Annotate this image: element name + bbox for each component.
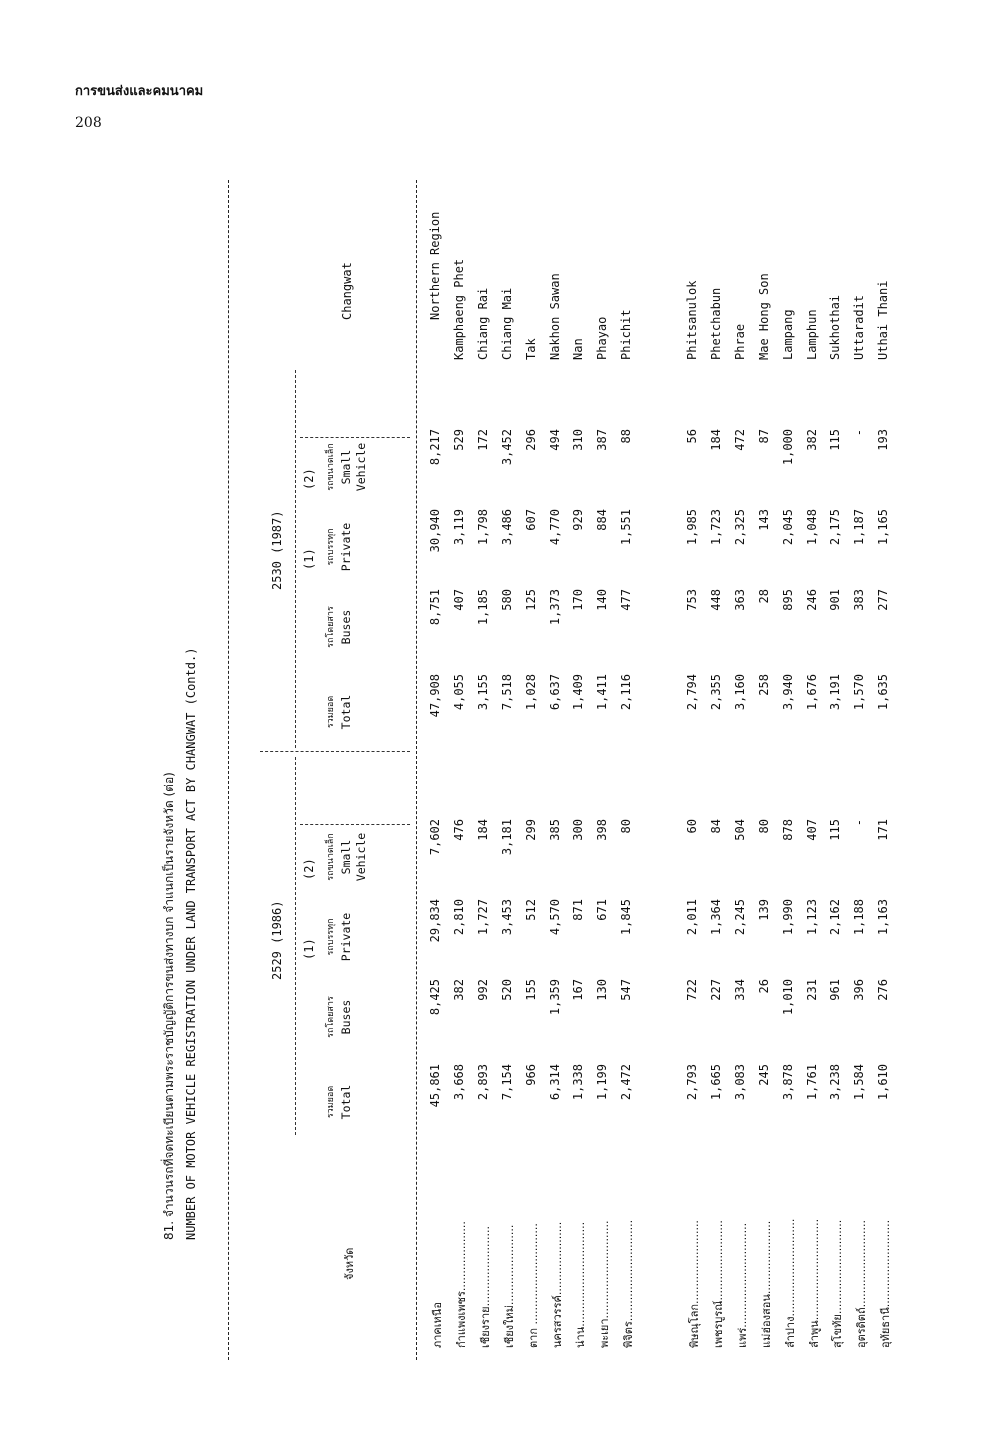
cell-value: 246: [804, 589, 819, 611]
cell-value: 84: [708, 819, 723, 834]
cell-value: 477: [619, 589, 634, 611]
changwat-thai: อุทัยธานี.........................: [879, 1219, 893, 1348]
cell-value: 1,185: [475, 589, 490, 626]
cell-value: 2,794: [685, 674, 699, 711]
col-buses-1986: [324, 979, 354, 1055]
cell-value: 2,793: [685, 1064, 699, 1101]
cell-value: 2,810: [451, 899, 466, 936]
cell-value: 184: [708, 429, 723, 451]
cell-value: 884: [595, 509, 610, 531]
cell-value: 4,055: [451, 674, 466, 711]
col-private-thai: รถบรรทุก: [326, 528, 336, 566]
cell-value: 753: [685, 589, 699, 611]
cell-value: 1,676: [804, 674, 819, 711]
col-buses-thai: รถโดยสาร: [326, 996, 336, 1038]
changwat-en: Phitsanulok: [685, 280, 699, 360]
cell-value: 448: [708, 589, 723, 611]
col-total-thai: รวมยอด: [326, 1085, 336, 1119]
cell-value: 1,373: [547, 589, 562, 626]
note-1-1987: (1): [302, 548, 316, 570]
cell-value: 115: [828, 429, 843, 451]
cell-value: 387: [595, 429, 610, 451]
cell-value: 3,191: [828, 674, 843, 711]
changwat-thai: เพชรบูรณ์.......................: [711, 1220, 725, 1348]
vline-years: [260, 751, 410, 752]
changwat-thai: นครสวรรค์.....................: [550, 1221, 564, 1348]
cell-value: 929: [571, 509, 586, 531]
cell-value: 1,798: [475, 509, 490, 546]
cell-value: 607: [523, 509, 538, 531]
cell-value: 1,411: [595, 674, 610, 711]
changwat-en: Nakhon Sawan: [547, 273, 562, 360]
cell-value: 966: [523, 1064, 538, 1086]
cell-value: 172: [475, 429, 490, 451]
col-private-1986: [324, 899, 354, 975]
cell-value: -: [852, 429, 867, 437]
cell-value: 878: [780, 819, 795, 841]
cell-value: 4,770: [547, 509, 562, 546]
cell-value: 3,878: [780, 1064, 795, 1101]
cell-value: 2,175: [828, 509, 843, 546]
cell-value: 1,188: [852, 899, 867, 936]
rule-header-bottom: [416, 180, 417, 1360]
col-changwat-en: Changwat: [340, 262, 354, 320]
col-private-en: Private: [339, 522, 353, 572]
cell-value: 1,165: [876, 509, 891, 546]
cell-value: 1,048: [804, 509, 819, 546]
cell-value: 26: [756, 979, 771, 994]
cell-value: 2,011: [685, 899, 699, 936]
changwat-en: Uttaradit: [852, 294, 867, 360]
cell-value: 383: [852, 589, 867, 611]
cell-value: 29,834: [428, 899, 442, 943]
cell-value: 396: [852, 979, 867, 1001]
cell-value: 299: [523, 819, 538, 841]
cell-value: 125: [523, 589, 538, 611]
cell-value: 2,472: [619, 1064, 634, 1101]
cell-value: 3,119: [451, 509, 466, 546]
col-small-en: Small: [339, 839, 353, 875]
cell-value: 80: [619, 819, 634, 834]
cell-value: 7,518: [499, 674, 514, 711]
cell-value: 7,154: [499, 1064, 514, 1101]
cell-value: 407: [451, 589, 466, 611]
cell-value: 3,452: [499, 429, 514, 466]
cell-value: 115: [828, 819, 843, 841]
changwat-en: Phayao: [595, 316, 610, 360]
cell-value: 3,083: [732, 1064, 747, 1101]
col-total-1987: [324, 674, 354, 750]
changwat-thai: แม่ฮ่องสอน.....................: [759, 1220, 773, 1348]
changwat-thai: เชียงราย.......................: [478, 1226, 492, 1348]
cell-value: 512: [523, 899, 538, 921]
changwat-thai: พะเยา............................: [598, 1220, 612, 1348]
cell-value: 385: [547, 819, 562, 841]
changwat-thai: พิจิตร.............................: [622, 1219, 636, 1348]
col-small-en2: Vehicle: [354, 442, 368, 492]
cell-value: 1,584: [852, 1064, 867, 1101]
cell-value: 1,845: [619, 899, 634, 936]
cell-value: 363: [732, 589, 747, 611]
cell-value: 901: [828, 589, 843, 611]
col-private-1987: [324, 509, 354, 585]
changwat-en: Tak: [523, 338, 538, 360]
table-caption-en: NUMBER OF MOTOR VEHICLE REGISTRATION UNDER LAND TRANSPORT ACT BY CHANGWAT (Contd.): [184, 647, 198, 1240]
cell-value: 1,028: [523, 674, 538, 711]
cell-value: 1,727: [475, 899, 490, 936]
cell-value: 494: [547, 429, 562, 451]
cell-value: 476: [451, 819, 466, 841]
cell-value: 167: [571, 979, 586, 1001]
cell-value: 961: [828, 979, 843, 1001]
cell-value: 1,123: [804, 899, 819, 936]
cell-value: 139: [756, 899, 771, 921]
cell-value: 193: [876, 429, 891, 451]
cell-value: 3,940: [780, 674, 795, 711]
changwat-en: Phrae: [732, 323, 747, 360]
changwat-thai: พิษณุโลก........................: [688, 1220, 701, 1348]
cell-value: 520: [499, 979, 514, 1001]
cell-value: 3,486: [499, 509, 514, 546]
changwat-thai: ลำปาง............................: [783, 1218, 797, 1348]
cell-value: 529: [451, 429, 466, 451]
changwat-en: Mae Hong Son: [756, 273, 771, 360]
col-total-en: Total: [339, 694, 353, 730]
cell-value: 895: [780, 589, 795, 611]
cell-value: 671: [595, 899, 610, 921]
cell-value: 8,751: [428, 589, 442, 626]
col-small-thai: รถขนาดเล็ก: [326, 833, 336, 881]
cell-value: 1,610: [876, 1064, 891, 1101]
col-small-en2: Vehicle: [354, 832, 368, 882]
changwat-thai: แพร่..............................: [735, 1222, 749, 1348]
col-small-1987: [324, 429, 369, 505]
col-buses-en: Buses: [339, 609, 353, 645]
cell-value: 1,635: [876, 674, 891, 711]
cell-value: 7,602: [428, 819, 442, 856]
cell-value: 871: [571, 899, 586, 921]
changwat-thai: ลำพูน.............................: [807, 1218, 821, 1348]
changwat-en: Chiang Mai: [499, 287, 514, 360]
col-buses-thai: รถโดยสาร: [326, 606, 336, 648]
cell-value: -: [852, 819, 867, 827]
cell-value: 1,187: [852, 509, 867, 546]
cell-value: 60: [685, 819, 699, 834]
cell-value: 382: [804, 429, 819, 451]
cell-value: 87: [756, 429, 771, 444]
col-small-en: Small: [339, 449, 353, 485]
cell-value: 2,162: [828, 899, 843, 936]
col-changwat-thai: จังหวัด: [343, 1247, 356, 1280]
cell-value: 3,668: [451, 1064, 466, 1101]
col-buses-1987: [324, 589, 354, 665]
year-1987: 2530 (1987): [270, 510, 284, 590]
col-total-thai: รวมยอด: [326, 695, 336, 729]
cell-value: 1,010: [780, 979, 795, 1016]
table-caption-thai: 81. จำนวนรถที่จดทะเบียนตามพระราชบัญญัติการขนส่งทางบก จำแนกเป็นรายจังหวัด (ต่อ): [162, 772, 176, 1240]
changwat-en: Kamphaeng Phet: [451, 258, 466, 360]
cell-value: 2,245: [732, 899, 747, 936]
cell-value: 88: [619, 429, 634, 444]
changwat-en: Lamphun: [804, 309, 819, 360]
cell-value: 8,425: [428, 979, 442, 1016]
cell-value: 170: [571, 589, 586, 611]
cell-value: 47,908: [428, 674, 442, 718]
cell-value: 1,723: [708, 509, 723, 546]
cell-value: 992: [475, 979, 490, 1001]
cell-value: 1,364: [708, 899, 723, 936]
cell-value: 398: [595, 819, 610, 841]
cell-value: 722: [685, 979, 699, 1001]
changwat-thai: น่าน..............................: [574, 1221, 588, 1348]
cell-value: 1,990: [780, 899, 795, 936]
cell-value: 1,000: [780, 429, 795, 466]
cell-value: 171: [876, 819, 891, 841]
changwat-thai: เชียงใหม่.......................: [502, 1224, 516, 1348]
col-small-thai: รถขนาดเล็ก: [326, 443, 336, 491]
year-1987-underline: [295, 370, 296, 748]
cell-value: 472: [732, 429, 747, 451]
cell-value: 3,238: [828, 1064, 843, 1101]
cell-value: 382: [451, 979, 466, 1001]
changwat-thai: อุตรดิตถ์.........................: [855, 1219, 869, 1348]
cell-value: 3,181: [499, 819, 514, 856]
cell-value: 45,861: [428, 1064, 442, 1108]
changwat-en: Phichit: [619, 309, 634, 360]
changwat-thai: สุโขทัย...........................: [831, 1219, 845, 1348]
changwat-en: Chiang Rai: [475, 287, 490, 360]
cell-value: 231: [804, 979, 819, 1001]
cell-value: 140: [595, 589, 610, 611]
cell-value: 1,359: [547, 979, 562, 1016]
rotated-table: [110, 180, 893, 1360]
changwat-en: Northern Region: [428, 211, 442, 320]
cell-value: 2,355: [708, 674, 723, 711]
cell-value: 1,163: [876, 899, 891, 936]
cell-value: 2,325: [732, 509, 747, 546]
cell-value: 6,314: [547, 1064, 562, 1101]
note-2-1987: (2): [302, 468, 316, 490]
cell-value: 80: [756, 819, 771, 834]
cell-value: 1,985: [685, 509, 699, 546]
cell-value: 227: [708, 979, 723, 1001]
page-header-title: การขนส่งและคมนาคม: [75, 84, 204, 99]
cell-value: 2,893: [475, 1064, 490, 1101]
cell-value: 30,940: [428, 509, 442, 553]
cell-value: 300: [571, 819, 586, 841]
col-private-en: Private: [339, 912, 353, 962]
changwat-en: Lampang: [780, 309, 795, 360]
rule-top: [228, 180, 229, 1360]
cell-value: 258: [756, 674, 771, 696]
col-small-1986: [324, 819, 369, 895]
cell-value: 1,409: [571, 674, 586, 711]
changwat-thai: ตาก .............................: [526, 1223, 540, 1348]
cell-value: 1,665: [708, 1064, 723, 1101]
changwat-en: Nan: [571, 338, 586, 360]
changwat-en: Uthai Thani: [876, 280, 891, 360]
cell-value: 245: [756, 1064, 771, 1086]
changwat-en: Phetchabun: [708, 287, 723, 360]
changwat-en: Sukhothai: [828, 294, 843, 360]
cell-value: 8,217: [428, 429, 442, 466]
cell-value: 1,338: [571, 1064, 586, 1101]
cell-value: 407: [804, 819, 819, 841]
cell-value: 28: [756, 589, 771, 604]
cell-value: 1,761: [804, 1064, 819, 1101]
cell-value: 2,116: [619, 674, 634, 711]
cell-value: 2,045: [780, 509, 795, 546]
cell-value: 277: [876, 589, 891, 611]
cell-value: 1,199: [595, 1064, 610, 1101]
cell-value: 3,155: [475, 674, 490, 711]
note-2-1986: (2): [302, 858, 316, 880]
cell-value: 547: [619, 979, 634, 1001]
col-private-thai: รถบรรทุก: [326, 918, 336, 956]
cell-value: 3,160: [732, 674, 747, 711]
cell-value: 334: [732, 979, 747, 1001]
cell-value: 3,453: [499, 899, 514, 936]
cell-value: 504: [732, 819, 747, 841]
cell-value: 155: [523, 979, 538, 1001]
col-total-1986: [324, 1064, 354, 1140]
cell-value: 276: [876, 979, 891, 1001]
cell-value: 6,637: [547, 674, 562, 711]
cell-value: 130: [595, 979, 610, 1001]
year-1986-underline: [295, 757, 296, 1135]
cell-value: 143: [756, 509, 771, 531]
changwat-thai: ภาคเหนือ: [431, 1302, 444, 1348]
year-1986: 2529 (1986): [270, 900, 284, 980]
cell-value: 184: [475, 819, 490, 841]
cell-value: 4,570: [547, 899, 562, 936]
col-total-en: Total: [339, 1084, 353, 1120]
cell-value: 1,570: [852, 674, 867, 711]
cell-value: 296: [523, 429, 538, 451]
cell-value: 580: [499, 589, 514, 611]
note-1-1986: (1): [302, 938, 316, 960]
cell-value: 56: [685, 429, 699, 444]
page-number: 208: [75, 115, 102, 131]
cell-value: 310: [571, 429, 586, 451]
col-buses-en: Buses: [339, 999, 353, 1035]
cell-value: 1,551: [619, 509, 634, 546]
changwat-thai: กำแพงเพชร....................: [454, 1221, 468, 1348]
